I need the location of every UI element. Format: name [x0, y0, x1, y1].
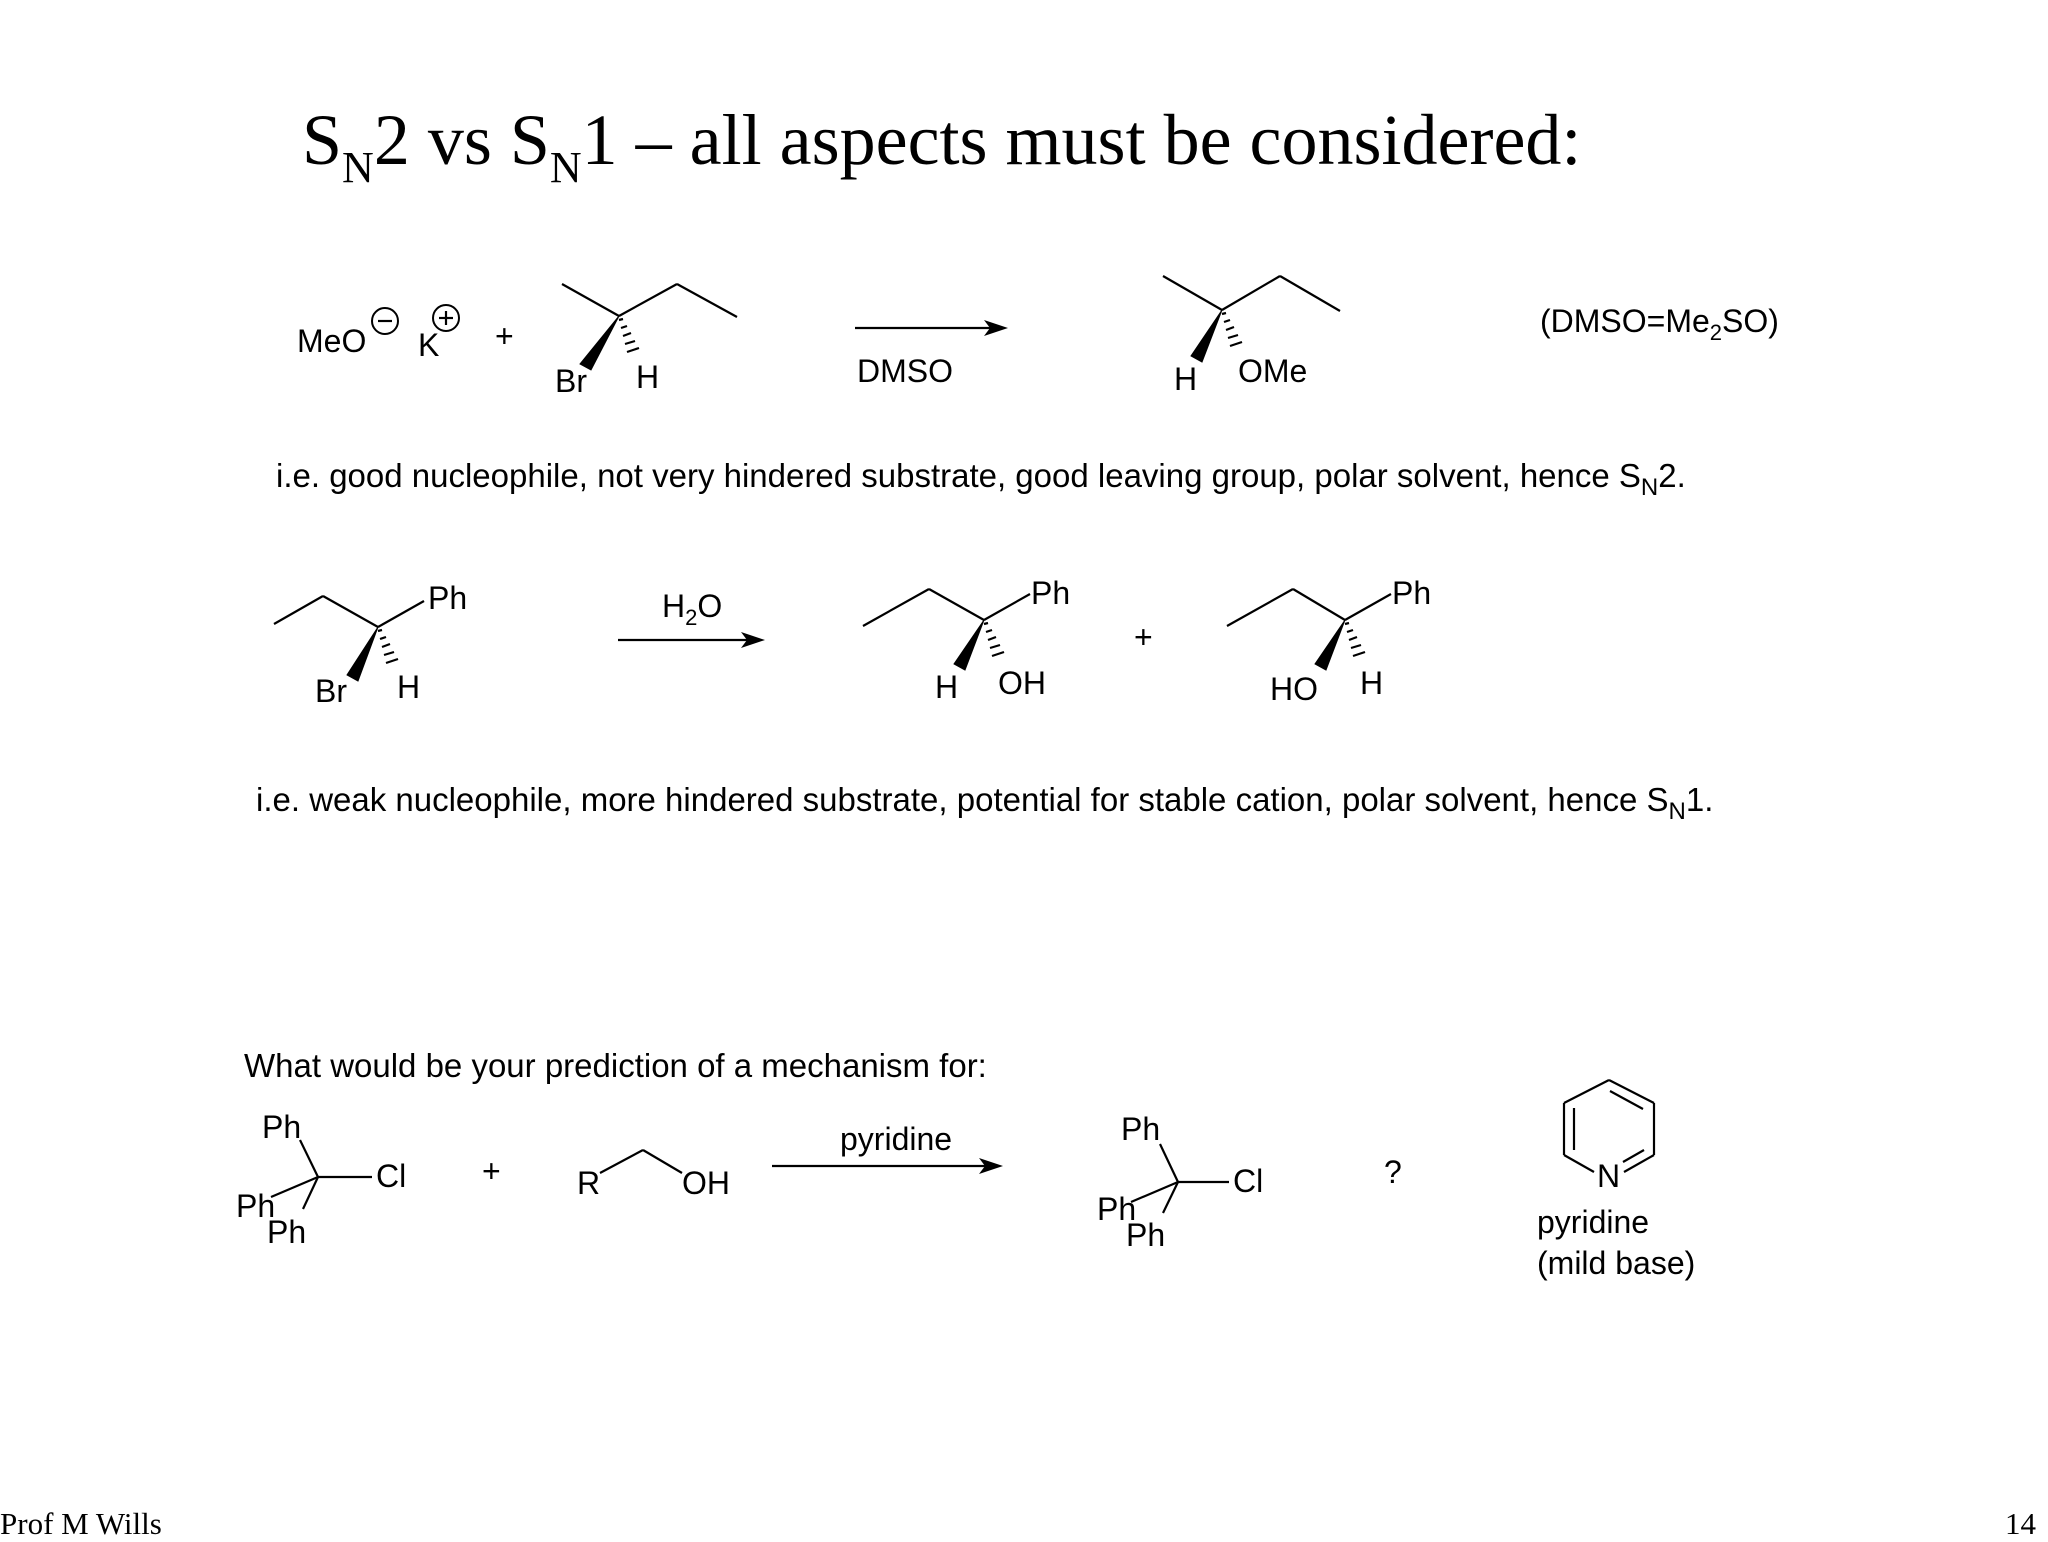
slide-title: $S_N2$ vs $S_N1$ – all aspects must be considered:: [302, 100, 1582, 192]
hydroxyl-label: OH: [682, 1165, 730, 1201]
reaction1-product: [1163, 276, 1340, 397]
phenyl-label-top: Ph: [1121, 1111, 1161, 1147]
reaction1-plus: +: [495, 318, 514, 354]
question-prompt: What would be your prediction of a mechanism for:: [244, 1047, 987, 1084]
hash-bond: [619, 319, 639, 352]
pyridine-name: pyridine: [1537, 1204, 1650, 1240]
bromine-label: Br: [555, 363, 587, 399]
pyridine-structure: [1537, 1080, 1695, 1281]
phenyl-label-top: Ph: [262, 1109, 302, 1145]
page-number: 14: [2005, 1506, 2036, 1541]
phenyl-label: Ph: [1392, 575, 1432, 611]
phenyl-label: Ph: [428, 580, 468, 616]
nitrogen-label: N: [1597, 1158, 1621, 1194]
chlorine-label: Cl: [376, 1158, 407, 1194]
hydrogen-label: H: [397, 669, 421, 705]
chlorine-label: Cl: [1233, 1163, 1264, 1199]
reaction2-substrate: [274, 580, 467, 709]
r-group-label: R: [577, 1165, 601, 1201]
question-plus: +: [482, 1153, 501, 1189]
question-arrow: [772, 1121, 1003, 1174]
reaction1-substrate: [555, 284, 737, 399]
phenyl-label-bottom: Ph: [1126, 1217, 1166, 1253]
question-mark: ?: [1384, 1154, 1402, 1190]
phenyl-label-left: Ph: [236, 1188, 276, 1224]
dmso-note: $(DMSO=Me_2SO)$: [1540, 303, 1779, 345]
potassium-label: K: [418, 327, 440, 363]
reaction2-product2: [1227, 575, 1431, 707]
hydrogen-label: H: [636, 359, 660, 395]
pyridine-reagent-label: pyridine: [840, 1121, 953, 1157]
phenyl-label: Ph: [1031, 575, 1071, 611]
wedge-bond: [580, 316, 619, 370]
reaction2-product1: [863, 575, 1070, 705]
reaction2-caption: i.e. weak nucleophile, more hindered substrate, potential for stable cation, polar solvent, hence $S_N1$.: [256, 781, 1714, 825]
product-hydrogen-label: H: [1174, 361, 1198, 397]
phenyl-label-bottom: Ph: [267, 1214, 307, 1250]
reaction1-arrow: [855, 320, 1008, 389]
solvent-label: DMSO: [857, 353, 953, 389]
reaction1-caption: i.e. good nucleophile, not very hindered substrate, good leaving group, polar solvent, hence $S_N2$.: [276, 457, 1686, 501]
hydrogen-label: H: [1360, 665, 1384, 701]
alcohol: [577, 1150, 730, 1201]
methoxy-label: OMe: [1238, 353, 1308, 389]
reaction1-nucleophile: [297, 305, 459, 363]
trityl-chloride: [236, 1109, 406, 1250]
hydroxyl-label: HO: [1270, 671, 1318, 707]
hydroxyl-label: OH: [998, 665, 1046, 701]
trityl-chloride-product: [1097, 1111, 1263, 1253]
reaction2-plus: +: [1134, 619, 1153, 655]
water-label: $H_2O$: [662, 588, 723, 630]
methoxide-label: MeO: [297, 323, 367, 359]
footer-author: Prof M Wills: [0, 1506, 162, 1541]
hydrogen-label: H: [935, 669, 959, 705]
bromine-label: Br: [315, 673, 347, 709]
pyridine-note: (mild base): [1537, 1245, 1696, 1281]
phenyl-label-left: Ph: [1097, 1191, 1137, 1227]
reaction2-arrow: [618, 588, 765, 648]
